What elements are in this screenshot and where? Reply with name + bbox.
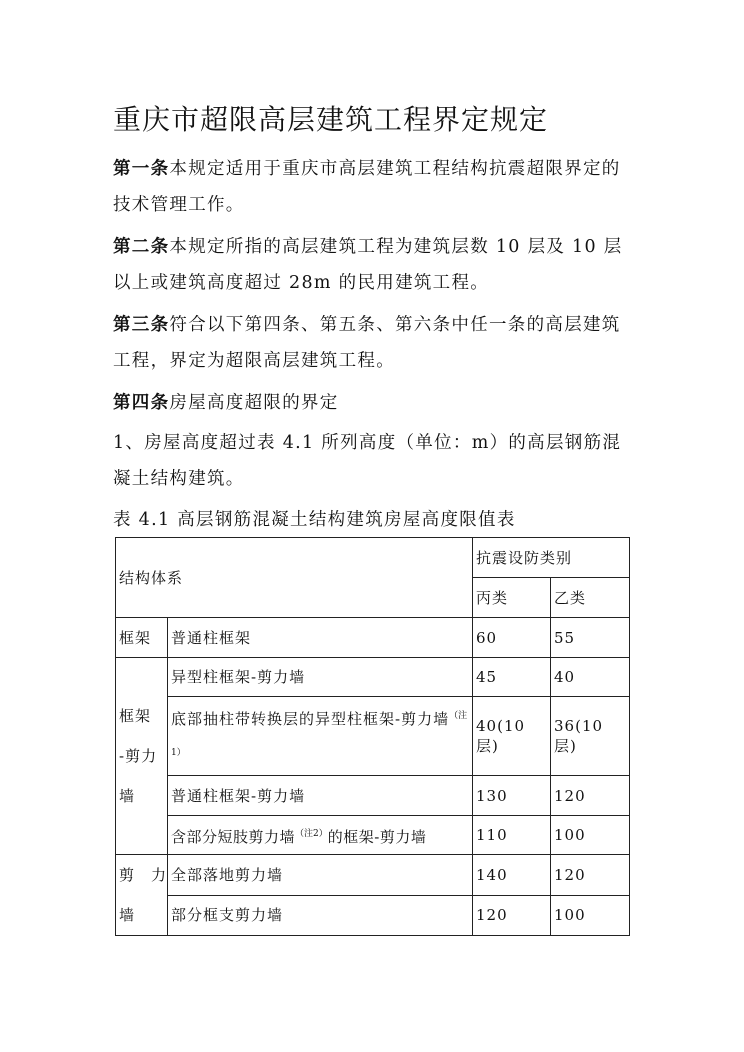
height-limit-table xyxy=(115,537,630,936)
group-label-line: 墙 xyxy=(119,906,136,924)
group-frame-shear-wall xyxy=(116,658,168,855)
table-row xyxy=(116,895,630,936)
value-class-b: 100 xyxy=(551,895,630,936)
article-label: 第二条 xyxy=(113,237,170,257)
table-row xyxy=(116,618,630,658)
group-frame: 框架 xyxy=(116,618,168,658)
document-title: 重庆市超限高层建筑工程界定规定 xyxy=(113,103,549,136)
value-class-b: 120 xyxy=(551,776,630,816)
structure-name xyxy=(168,816,473,855)
structure-name xyxy=(168,697,473,776)
value-class-b: 100 xyxy=(551,816,630,855)
header-category: 抗震设防类别 xyxy=(473,538,630,578)
article-label: 第三条 xyxy=(113,315,170,335)
structure-name-text: 含部分短肢剪力墙 xyxy=(171,827,296,846)
structure-name-text: 底部抽柱带转换层的异型柱框架-剪力墙 xyxy=(171,710,450,728)
article-label: 第四条 xyxy=(113,393,170,413)
header-class-c: 丙类 xyxy=(473,578,551,618)
note-ref: （注1） xyxy=(171,711,468,758)
structure-name: 异型柱框架-剪力墙 xyxy=(168,658,473,697)
group-label-line: 墙 xyxy=(119,787,136,805)
structure-name: 普通柱框架 xyxy=(168,618,473,658)
table-row xyxy=(116,538,630,578)
structure-name-suffix: 的框架-剪力墙 xyxy=(327,827,427,846)
group-label-line: 剪 力 xyxy=(119,866,168,884)
article-text: 本规定适用于重庆市高层建筑工程结构抗震超限界定的技术管理工作。 xyxy=(113,159,621,215)
value-class-c: 130 xyxy=(473,776,551,816)
table-row xyxy=(116,697,630,776)
article-1 xyxy=(113,151,638,223)
group-shear-wall xyxy=(116,855,168,936)
value-class-c: 60 xyxy=(473,618,551,658)
article-3 xyxy=(113,307,638,379)
value-class-b: 36(10 层) xyxy=(551,697,630,776)
header-structure: 结构体系 xyxy=(116,538,473,618)
article-2 xyxy=(113,229,638,301)
table-row xyxy=(116,776,630,816)
header-class-b: 乙类 xyxy=(551,578,630,618)
article-text: 本规定所指的高层建筑工程为建筑层数 10 层及 10 层以上或建筑高度超过 28m 的民用建筑工程。 xyxy=(113,237,623,293)
article-text: 房屋高度超限的界定 xyxy=(169,393,339,413)
article-label: 第一条 xyxy=(113,159,170,179)
value-class-c: 45 xyxy=(473,658,551,697)
value-class-c: 120 xyxy=(473,895,551,936)
value-class-b: 55 xyxy=(551,618,630,658)
structure-name: 全部落地剪力墙 xyxy=(168,855,473,896)
structure-name: 普通柱框架-剪力墙 xyxy=(168,776,473,816)
table-row xyxy=(116,855,630,896)
structure-name: 部分框支剪力墙 xyxy=(168,895,473,936)
note-ref: （注2） xyxy=(295,828,328,839)
value-class-c: 140 xyxy=(473,855,551,896)
table-caption: 表 4.1 高层钢筋混凝土结构建筑房屋高度限值表 xyxy=(113,510,516,530)
group-label-line: -剪力 xyxy=(119,747,158,765)
value-class-b: 40 xyxy=(551,658,630,697)
article-4 xyxy=(113,385,638,421)
table-row xyxy=(116,816,630,855)
value-class-c: 40(10 层) xyxy=(473,697,551,776)
group-label-line: 框架 xyxy=(119,707,152,725)
article-text: 符合以下第四条、第五条、第六条中任一条的高层建筑工程，界定为超限高层建筑工程。 xyxy=(113,315,621,371)
item-1: 1、房屋高度超过表 4.1 所列高度（单位：m）的高层钢筋混凝土结构建筑。 xyxy=(113,433,622,489)
value-class-b: 120 xyxy=(551,855,630,896)
value-class-c: 110 xyxy=(473,816,551,855)
table-row xyxy=(116,658,630,697)
